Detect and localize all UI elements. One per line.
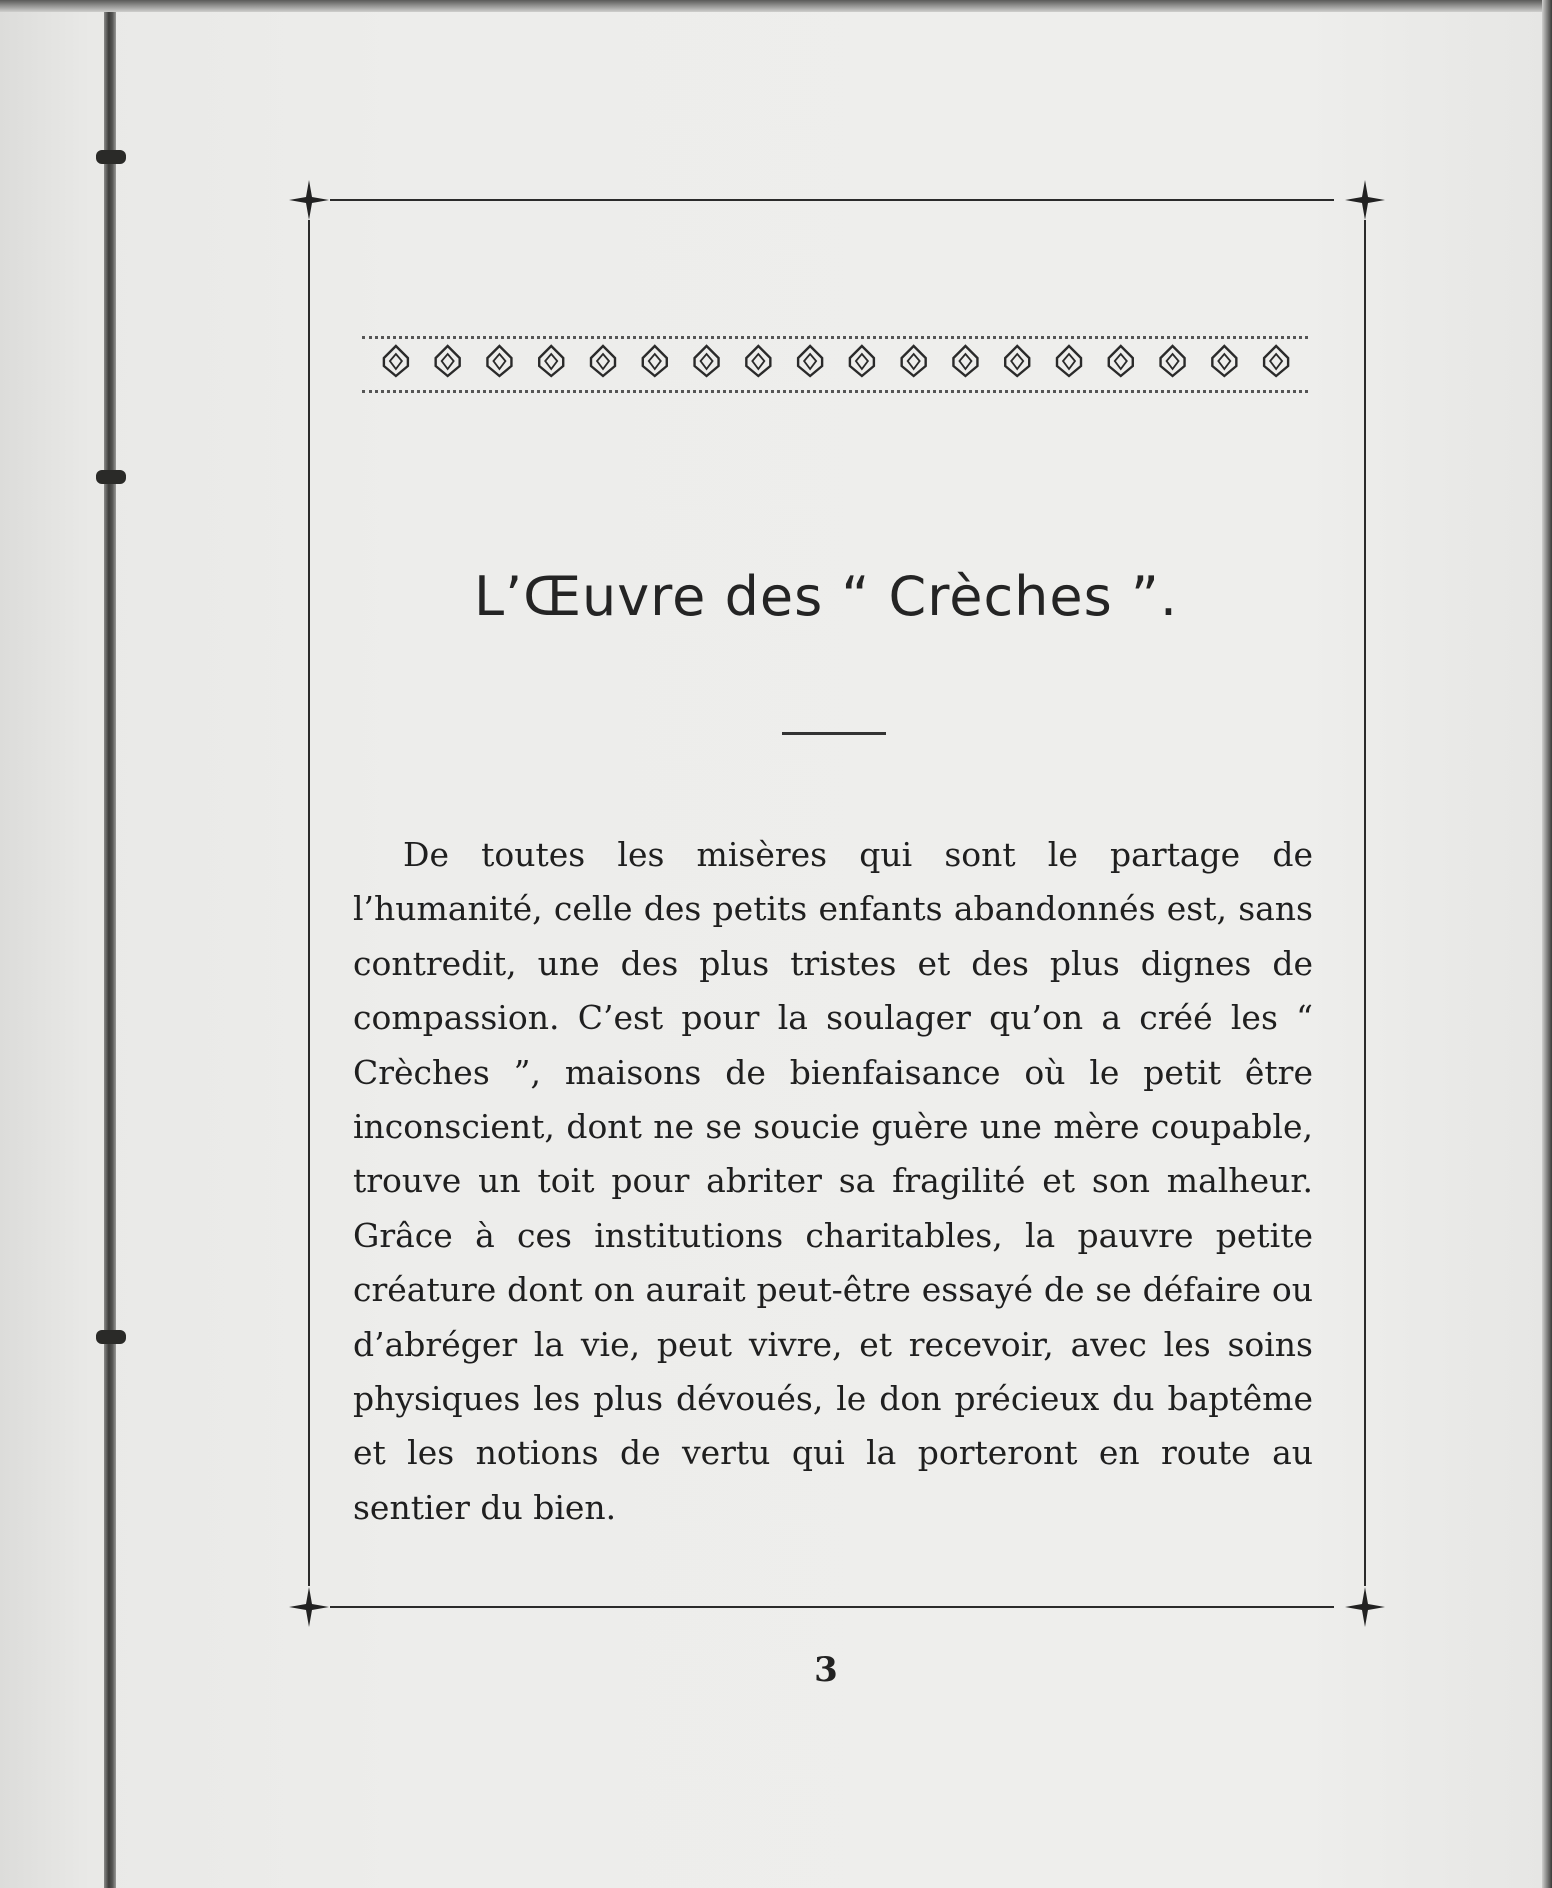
diamond-drop-icon: [746, 346, 770, 376]
diamond-drop-icon: [902, 346, 926, 376]
frame-top-line: [330, 199, 1334, 201]
diamond-drop-icon: [384, 346, 408, 376]
diamond-drop-icon: [487, 346, 511, 376]
diamond-drop-icon: [1005, 346, 1029, 376]
diamond-drop-icon: [1264, 346, 1288, 376]
diamond-drop-icon: [591, 346, 615, 376]
binding-stitch: [96, 470, 126, 484]
diamond-drop-icon: [643, 346, 667, 376]
diamond-drop-icon: [1212, 346, 1236, 376]
dotted-rule-top: [362, 336, 1308, 339]
diamond-drop-icon: [695, 346, 719, 376]
diamond-drop-icon: [539, 346, 563, 376]
diamond-drop-icon: [1057, 346, 1081, 376]
dotted-rule-bottom: [362, 390, 1308, 393]
four-point-star-icon: [289, 180, 329, 220]
title-divider: [782, 732, 886, 735]
binding-stitch: [96, 150, 126, 164]
page-title: L’Œuvre des “ Crèches ”.: [473, 565, 1179, 628]
frame-left-line: [308, 220, 310, 1586]
diamond-drop-icon: [798, 346, 822, 376]
page-number: 3: [814, 1650, 838, 1690]
frame-bottom-line: [330, 1606, 1334, 1608]
diamond-drop-icon: [1161, 346, 1185, 376]
book-binding: [104, 12, 116, 1888]
binding-stitch: [96, 1330, 126, 1344]
four-point-star-icon: [1345, 1587, 1385, 1627]
page-right-edge: [1542, 0, 1552, 1888]
four-point-star-icon: [289, 1587, 329, 1627]
body-paragraph: De toutes les misères qui sont le partage de l’humanité, celle des petits enfants abandonnés est, sans contredit, une des plus tristes et des plus dignes de compassion. C’est pour la soulager qu’on a créé les “ Crèches ”, maisons de bienfaisance où le petit être inconscient, dont ne se soucie guère une mère coupable, trouve un toit pour abriter sa fragilité et son malheur. Grâce à ces institutions charitables, la pauvre petite créature dont on aurait peut-être essayé de se défaire ou d’abréger la vie, peut vivre, et recevoir, avec les soins physiques les plus dévoués, le don précieux du baptême et les notions de vertu qui la porteront en route au sentier du bien.: [353, 835, 1313, 1527]
diamond-drop-icon: [436, 346, 460, 376]
diamond-ornament-band: [370, 344, 1302, 378]
diamond-drop-icon: [850, 346, 874, 376]
diamond-drop-icon: [953, 346, 977, 376]
frame-right-line: [1364, 220, 1366, 1586]
diamond-drop-icon: [1109, 346, 1133, 376]
page-top-edge: [0, 0, 1552, 12]
four-point-star-icon: [1345, 180, 1385, 220]
